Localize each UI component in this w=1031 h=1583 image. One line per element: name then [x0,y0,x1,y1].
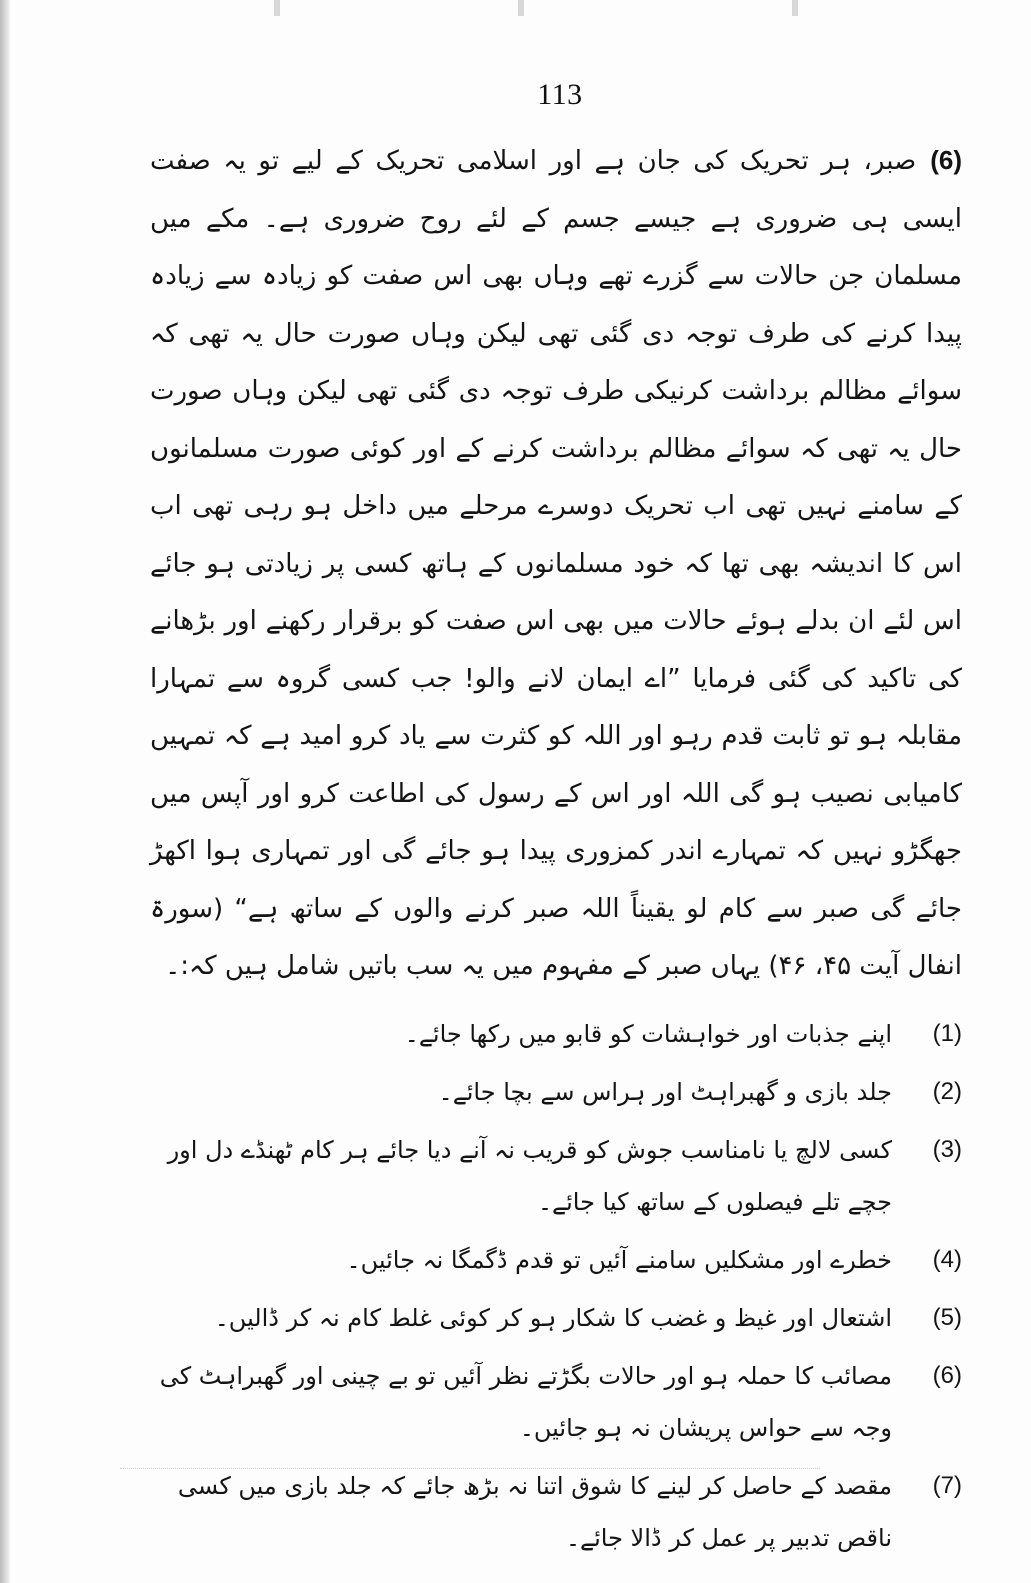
list-item [150,1350,962,1454]
list-item-number: (6) [932,1361,962,1389]
page-content [150,132,962,1570]
list-item-number: (4) [932,1245,962,1273]
list-item [150,1292,962,1344]
body-paragraph [150,132,962,996]
list-item-number: (3) [932,1135,962,1163]
list-item [150,1066,962,1118]
scan-speck [274,0,280,16]
list-item [150,1234,962,1286]
list-item-text: اشتعال اور غیظ و غضب کا شکار ہو کر کوئی غلط کام نہ کر ڈالیں۔ [214,1303,892,1332]
scan-speck [518,0,524,16]
list-item-number: (5) [932,1303,962,1331]
page-number: 113 [537,78,583,111]
list-item-number: (2) [932,1077,962,1105]
list-item-text: مقصد کے حاصل کر لینے کا شوق اتنا نہ بڑھ جائے کہ جلد بازی میں کسی ناقص تدبیر پر عمل کر ڈالا جائے۔ [177,1471,892,1552]
list-item-text: مصائب کا حملہ ہو اور حالات بگڑتے نظر آئیں تو بے چینی اور گھبراہٹ کی وجہ سے حواس پریشان نہ ہو جائیں۔ [159,1361,892,1442]
list-item-text: خطرے اور مشکلیں سامنے آئیں تو قدم ڈگمگا نہ جائیں۔ [346,1245,892,1274]
paragraph-number: (6) [930,145,962,175]
page-binding-shadow [0,0,10,1583]
list-item-number: (1) [932,1019,962,1047]
list-item-number: (7) [932,1471,962,1499]
list-item [150,1460,962,1564]
scan-speck [792,0,798,16]
patience-points-list [150,1008,962,1564]
paragraph-text: صبر، ہر تحریک کی جان ہے اور اسلامی تحریک کے لیے تو یہ صفت ایسی ہی ضروری ہے جیسے جسم کے لئے روح ضروری ہے۔ مکے میں مسلمان جن حالات سے گزرے تھے وہاں بھی اس صفت کو زیادہ سے زیادہ پیدا کرنے کی طرف توجہ دی گئی تھی لیکن وہاں صورت حال یہ تھی کہ سوائے مظالم برداشت کرنیکی طرف توجہ دی گئی تھی لیکن وہاں صورت حال یہ تھی کہ سوائے مظالم برداشت کرنے کے اور کوئی صورت مسلمانوں کے سامنے نہیں تھی اب تحریک دوسرے مرحلے میں داخل ہو رہی تھی اب اس کا اندیشہ بھی تھا کہ خود مسلمانوں کے ہاتھ کسی پر زیادتی ہو جائے اس لئے ان بدلے ہوئے حالات میں بھی اس صفت کو برقرار رکھنے اور بڑھانے کی تاکید کی گئی فرمایا ”اے ایمان لانے والو! جب کسی گروہ سے تمہارا مقابلہ ہو تو ثابت قدم رہو اور اللہ کو کثرت سے یاد کرو امید ہے کہ تمہیں کامیابی نصیب ہو گی اللہ اور اس کے رسول کی اطاعت کرو اور آپس میں جھگڑو نہیں کہ تمہارے اندر کمزوری پیدا ہو جائے گی اور تمہاری ہوا اکھڑ جائے گی صبر سے کام لو یقیناً اللہ صبر کرنے والوں کے ساتھ ہے“ (سورۃ انفال آیت ۴۵، ۴۶) یہاں صبر کے مفہوم میں یہ سب باتیں شامل ہیں کہ:۔ [150,146,962,981]
list-item-text: کسی لالچ یا نامناسب جوش کو قریب نہ آنے دیا جائے ہر کام ٹھنڈے دل اور جچے تلے فیصلوں کے ساتھ کیا جائے۔ [167,1135,892,1216]
list-item [150,1124,962,1228]
list-item [150,1008,962,1060]
list-item-text: جلد بازی و گھبراہٹ اور ہراس سے بچا جائے۔ [438,1077,892,1106]
scan-artifact-line [120,1468,820,1471]
list-item-text: اپنے جذبات اور خواہشات کو قابو میں رکھا جائے۔ [404,1019,892,1048]
